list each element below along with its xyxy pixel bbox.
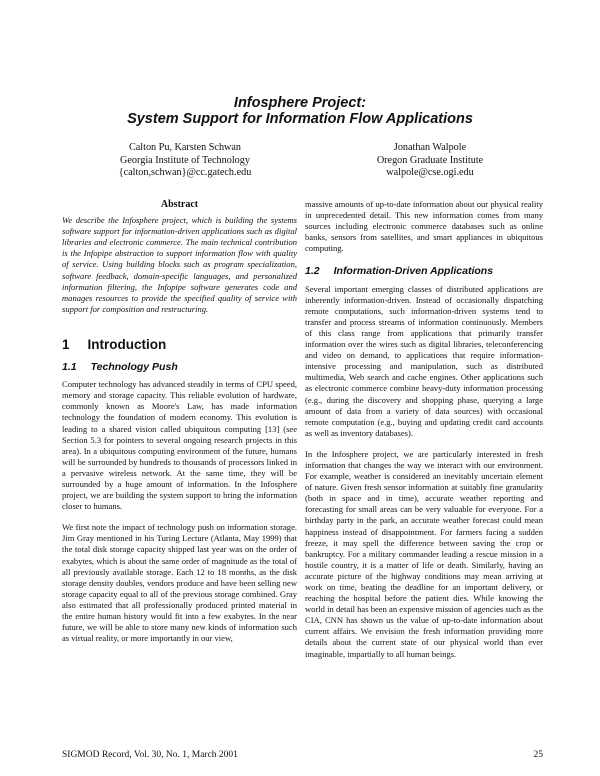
- subsection-title: Technology Push: [90, 361, 178, 374]
- left-column: [62, 199, 297, 644]
- page-footer-venue: SIGMOD Record, Vol. 30, No. 1, March 2001: [62, 750, 238, 760]
- author-affiliation: Georgia Institute of Technology: [120, 154, 250, 166]
- subsection-heading: [62, 362, 297, 373]
- author-names: Jonathan Walpole: [393, 142, 467, 153]
- subsection-number: 1.1: [62, 361, 77, 374]
- author-block-right: [330, 142, 530, 180]
- paragraph: In the Infosphere project, we are particularly interested in fresh information that changes the way we interact with our environment. For example, weather is considered an inevitably uncertain element of nature. Given fresh sensor information at suitably fine granularity (both in space and in time), accurate weather reporting and forecasting for small areas can be very valuable for everyone. For a birthday party in the park, an accurate weather forecast could mean happiness instead of disappointment. For farmers facing a sudden freeze, it may spell the difference between saving the crop or bankruptcy. For a military commander leading a rescue mission in a hostile country, it is a matter of life or death. Similarly, having an accurate picture of the highway conditions may mean arriving at work on time, beating the deadline for an important delivery, or reaching the hospital before the patient dies. While knowing the world in detail has been an expensive mission of agencies such as the CIA, CNN has shown us the value of up-to-date information about current affairs. We envision the fresh information providing more details about the current state of our physical world than ever imaginable, impartially to all human beings.: [305, 448, 543, 659]
- author-affiliation: Oregon Graduate Institute: [376, 154, 484, 166]
- paragraph: Computer technology has advanced steadily in terms of CPU speed, memory and storage capacity. This reliable evolution of hardware, commonly known as Moore's Law, has made information technology the foundation of modern economy. This evolution is leading to a shared vision called ubiquitous computing [13] (see Section 5.3 for pointers to several ongoing research projects in this area). In a ubiquitous computing environment of the future, humans will be surrounded by hundreds to thousands of processors linked in a pervasive wireless network. At the same time, they will be surrounded by a huge amount of information. In the Infosphere project, we are building the system support to bring the information closer to humans.: [62, 379, 297, 512]
- right-column: [305, 199, 543, 660]
- author-email: {calton,schwan}@cc.gatech.edu: [118, 167, 252, 178]
- author-names: Calton Pu, Karsten Schwan: [128, 142, 242, 153]
- subsection-title: Information-Driven Applications: [333, 265, 494, 278]
- abstract-text: We describe the Infosphere project, which is building the systems software support for information-driven applications such as digital libraries and electronic commerce. The main technical contribution is the Infopipe abstraction to support information flow with quality of service. Using building blocks such as program specialization, software feedback, domain-specific languages, and personalized information filtering, the Infopipe software generates code and manages resources to provide the specified quality of service with support for composition and restructuring.: [62, 215, 297, 314]
- abstract-heading: Abstract: [160, 199, 199, 210]
- paper-title-line2: System Support for Information Flow Applications: [127, 111, 473, 127]
- page-number: 25: [533, 750, 543, 760]
- author-block-left: [80, 142, 290, 180]
- paper-title-line1: Infosphere Project:: [233, 95, 367, 111]
- section-title: Introduction: [87, 336, 167, 352]
- paragraph: We first note the impact of technology push on information storage. Jim Gray mentioned in his Turing Lecture (Atlanta, May 1999) that the total disk storage capacity shipped last year was on the order of exabytes, which is about the same order of magnitude as the total of all previously available storage. Each 12 to 18 months, as the disk storage density doubles, vendors produce and have been selling new storage capacity equal to all of the previous storage combined. Gray also estimated that all professionally produced printed material in the entire human history would fit into a few exabytes. In the near future, we will be able to store many new kinds of information such as virtual reality, or more importantly in our view,: [62, 522, 297, 644]
- subsection-number: 1.2: [305, 265, 320, 278]
- section-heading: [62, 336, 297, 352]
- paragraph: massive amounts of up-to-date information about our physical reality in unprecedented detail. This new information comes from many sources including electronic commerce databases such as online banks, sensors from satellites, and smart appliances in ubiquitous computing.: [305, 199, 543, 254]
- subsection-heading: [305, 266, 543, 277]
- author-email: walpole@cse.ogi.edu: [386, 167, 474, 178]
- paragraph: Several important emerging classes of distributed applications are inherently information-driven. Instead of occasionally dispatching remote computations, such information-driven systems tend to transfer and process streams of information continuously. Members of this class range from applications that primarily transfer information over the wires such as digital libraries, teleconferencing and video on demand, to applications that require information-intensive processing and manipulation, such as distributed multimedia, Web search and cache engines. Other applications such as electronic commerce combine heavy-duty information processing (e.g., during the discovery and shopping phase, querying a large amount of data from a variety of data sources) with occasional remote computation (e.g., buying and updating credit card accounts as well as inventory databases).: [305, 283, 543, 438]
- section-number: 1: [62, 336, 70, 352]
